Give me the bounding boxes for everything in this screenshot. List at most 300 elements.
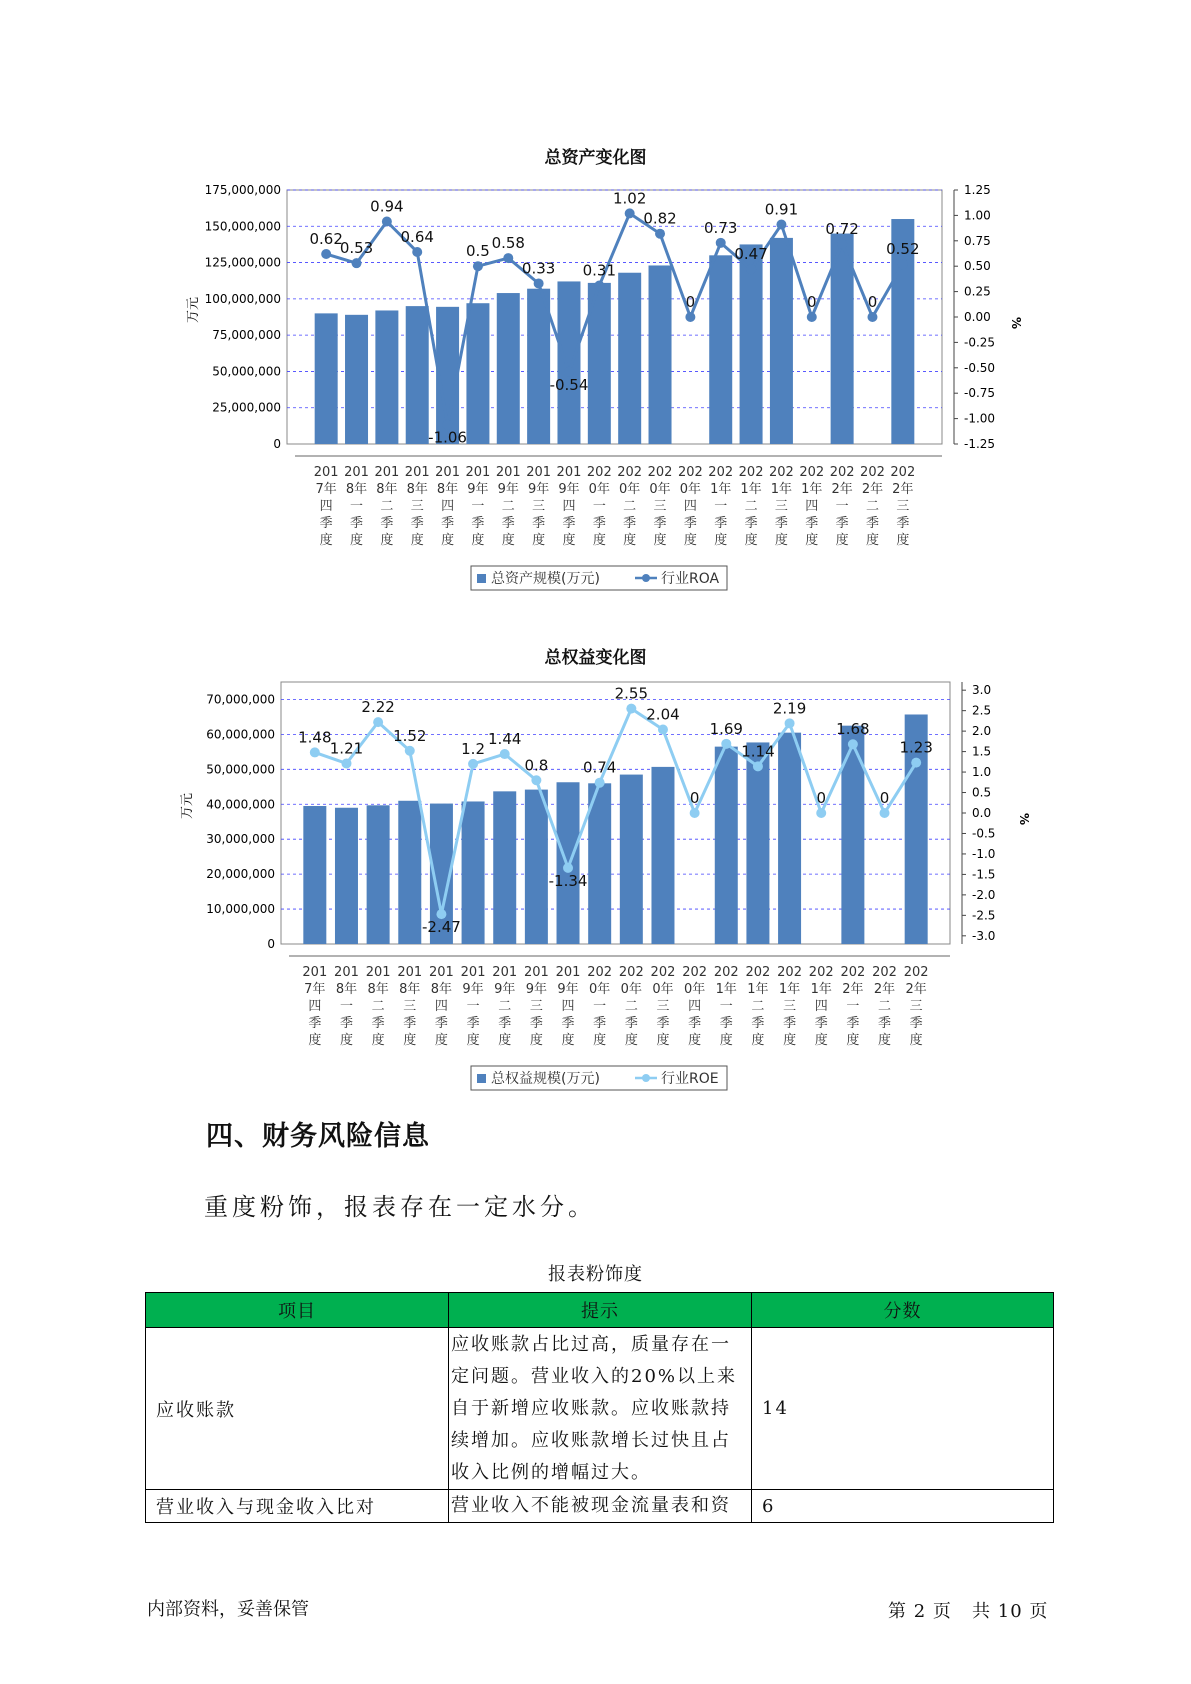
ratio-label: 0.47 bbox=[734, 245, 768, 264]
x-tick-label: 8年 bbox=[367, 982, 389, 997]
x-tick-label: 度 bbox=[751, 1033, 765, 1048]
ratio-label: 0.74 bbox=[582, 758, 617, 777]
bar bbox=[770, 238, 793, 444]
ratio-point bbox=[685, 312, 695, 322]
ratio-label: 1.52 bbox=[393, 726, 427, 745]
ratio-point bbox=[837, 239, 847, 249]
ratio-point bbox=[785, 718, 795, 728]
x-tick-label: 三 bbox=[783, 999, 797, 1014]
x-tick-label: 季 bbox=[498, 1016, 512, 1031]
legend-line-label: 行业ROA bbox=[661, 571, 720, 587]
ratio-label: 0.8 bbox=[524, 756, 549, 775]
ratio-point bbox=[321, 249, 331, 259]
ratio-point bbox=[468, 759, 478, 769]
x-tick-label: 202 bbox=[618, 965, 644, 980]
x-tick-label: 一 bbox=[466, 999, 480, 1014]
x-tick-label: 一 bbox=[592, 499, 606, 514]
x-tick-label: 1年 bbox=[801, 482, 823, 497]
ratio-point bbox=[658, 724, 668, 734]
ratio-label: 1.2 bbox=[461, 739, 486, 758]
x-tick-label: 三 bbox=[410, 499, 424, 514]
header-item: 项目 bbox=[146, 1293, 449, 1328]
x-tick-label: 度 bbox=[339, 1033, 353, 1048]
x-tick-label: 季 bbox=[814, 1016, 828, 1031]
ratio-point bbox=[503, 253, 513, 263]
x-tick-label: 202 bbox=[586, 465, 612, 480]
x-tick-label: 度 bbox=[896, 533, 910, 548]
x-tick-label: 202 bbox=[777, 965, 802, 980]
x-tick-label: 0年 bbox=[620, 982, 642, 997]
x-tick-label: 8年 bbox=[335, 982, 358, 997]
x-tick-label: 度 bbox=[319, 533, 333, 548]
x-tick-label: 三 bbox=[656, 999, 670, 1014]
ratio-point bbox=[473, 261, 483, 271]
ratio-point bbox=[341, 758, 351, 768]
x-tick-label: 三 bbox=[529, 999, 543, 1014]
ratio-label: 2.04 bbox=[646, 705, 680, 724]
x-tick-label: 度 bbox=[623, 533, 637, 548]
y2-tick-label: 1.25 bbox=[964, 183, 991, 197]
x-tick-label: 季 bbox=[774, 516, 788, 531]
x-tick-label: 202 bbox=[617, 465, 643, 480]
x-tick-label: 1年 bbox=[810, 982, 832, 997]
ratio-label: 0 bbox=[689, 789, 700, 807]
x-tick-label: 2年 bbox=[873, 982, 896, 997]
x-tick-label: 季 bbox=[714, 516, 728, 531]
x-tick-label: 8年 bbox=[376, 482, 398, 497]
x-tick-label: 9年 bbox=[557, 982, 579, 997]
x-tick-label: 9年 bbox=[525, 982, 548, 997]
y-tick-label: 25,000,000 bbox=[212, 400, 281, 415]
y2-axis-label: % bbox=[1009, 317, 1023, 330]
y-tick-label: 50,000,000 bbox=[206, 762, 275, 777]
ratio-label: 0.33 bbox=[521, 259, 556, 278]
ratio-label: 0 bbox=[879, 789, 890, 807]
bar bbox=[466, 303, 489, 444]
ratio-label: -2.47 bbox=[422, 918, 461, 937]
x-tick-label: 四 bbox=[688, 999, 702, 1014]
ratio-label: 0.91 bbox=[764, 200, 799, 219]
y2-tick-label: 2.5 bbox=[972, 703, 992, 718]
x-tick-label: 度 bbox=[846, 1033, 860, 1048]
y-tick-label: 100,000,000 bbox=[204, 291, 281, 306]
x-tick-label: 二 bbox=[878, 999, 892, 1014]
x-tick-label: 季 bbox=[380, 516, 394, 531]
bar bbox=[303, 806, 326, 944]
x-tick-label: 201 bbox=[556, 465, 582, 480]
ratio-point bbox=[352, 258, 362, 268]
x-tick-label: 202 bbox=[650, 965, 676, 980]
legend-bar-label: 总权益规模(万元) bbox=[491, 1071, 600, 1087]
x-tick-label: 202 bbox=[745, 965, 771, 980]
window-dressing-table bbox=[145, 1292, 1054, 1523]
bar bbox=[315, 313, 338, 444]
y-tick-label: 0 bbox=[267, 937, 275, 951]
x-tick-label: 2年 bbox=[831, 482, 853, 497]
ratio-label: 0 bbox=[816, 789, 826, 807]
x-tick-label: 201 bbox=[523, 965, 549, 980]
x-tick-label: 季 bbox=[623, 516, 637, 531]
x-tick-label: 1年 bbox=[740, 482, 762, 497]
ratio-label: 0.62 bbox=[309, 230, 343, 249]
ratio-point bbox=[776, 220, 786, 230]
ratio-label: 1.14 bbox=[741, 742, 775, 761]
x-tick-label: 2年 bbox=[842, 982, 864, 997]
ratio-label: 1.23 bbox=[899, 738, 933, 757]
x-tick-label: 季 bbox=[783, 1016, 797, 1031]
x-tick-label: 202 bbox=[587, 965, 613, 980]
ratio-point bbox=[880, 808, 890, 818]
x-tick-label: 季 bbox=[308, 1016, 322, 1031]
x-tick-label: 度 bbox=[683, 533, 697, 548]
x-tick-label: 度 bbox=[744, 533, 758, 548]
x-tick-label: 0年 bbox=[588, 482, 610, 497]
x-tick-label: 二 bbox=[623, 499, 637, 514]
legend-bar-swatch bbox=[477, 574, 486, 583]
bar bbox=[649, 265, 672, 444]
x-tick-label: 202 bbox=[903, 965, 929, 980]
x-tick-label: 度 bbox=[380, 533, 394, 548]
bar bbox=[367, 805, 390, 944]
x-tick-label: 1年 bbox=[778, 982, 801, 997]
x-tick-label: 度 bbox=[714, 533, 728, 548]
x-tick-label: 一 bbox=[714, 499, 728, 514]
x-tick-label: 9年 bbox=[527, 482, 550, 497]
x-tick-label: 季 bbox=[846, 1016, 860, 1031]
x-tick-label: 季 bbox=[403, 1016, 417, 1031]
y2-tick-label: 2.0 bbox=[972, 724, 992, 739]
ratio-label: 0.73 bbox=[704, 218, 738, 237]
y-axis-label: 万元 bbox=[186, 296, 201, 323]
ratio-label: 0.5 bbox=[465, 242, 490, 261]
x-tick-label: 度 bbox=[878, 1033, 892, 1048]
y2-tick-label: -0.5 bbox=[972, 826, 996, 841]
bar bbox=[709, 255, 732, 444]
x-tick-label: 四 bbox=[319, 499, 333, 514]
x-tick-label: 201 bbox=[302, 965, 328, 980]
y2-tick-label: -1.5 bbox=[972, 867, 996, 882]
ratio-label: 0.82 bbox=[643, 209, 677, 228]
ratio-label: 1.02 bbox=[612, 189, 647, 208]
x-tick-label: 季 bbox=[471, 516, 485, 531]
x-tick-label: 度 bbox=[350, 533, 364, 548]
legend-bar-swatch bbox=[477, 1074, 486, 1083]
bar bbox=[375, 310, 398, 444]
x-tick-label: 201 bbox=[495, 465, 521, 480]
x-tick-label: 季 bbox=[909, 1016, 923, 1031]
y2-tick-label: -2.0 bbox=[972, 887, 996, 902]
bar bbox=[525, 790, 548, 944]
y2-tick-label: -2.5 bbox=[972, 908, 996, 923]
x-tick-label: 度 bbox=[562, 533, 576, 548]
x-tick-label: 度 bbox=[471, 533, 485, 548]
x-tick-label: 二 bbox=[501, 499, 515, 514]
y-tick-label: 20,000,000 bbox=[206, 867, 275, 882]
x-tick-label: 202 bbox=[708, 465, 734, 480]
x-tick-label: 9年 bbox=[462, 982, 484, 997]
ratio-point bbox=[594, 281, 604, 291]
row-score: 6 bbox=[752, 1490, 1054, 1523]
x-tick-label: 一 bbox=[350, 499, 364, 514]
ratio-point bbox=[534, 278, 544, 288]
ratio-point bbox=[531, 775, 541, 785]
bar bbox=[740, 244, 763, 444]
x-tick-label: 9年 bbox=[497, 482, 519, 497]
x-tick-label: 201 bbox=[313, 465, 339, 480]
x-tick-label: 度 bbox=[403, 1033, 417, 1048]
x-tick-label: 三 bbox=[774, 499, 788, 514]
ratio-point bbox=[746, 264, 756, 274]
x-tick-label: 202 bbox=[677, 465, 703, 480]
x-tick-label: 度 bbox=[783, 1033, 797, 1048]
x-tick-label: 二 bbox=[498, 999, 512, 1014]
x-tick-label: 2年 bbox=[905, 982, 927, 997]
row-item: 营业收入与现金收入比对 bbox=[146, 1490, 449, 1523]
x-tick-label: 二 bbox=[624, 999, 638, 1014]
x-tick-label: 三 bbox=[532, 499, 546, 514]
x-tick-label: 度 bbox=[592, 533, 606, 548]
bar bbox=[345, 315, 368, 444]
y2-tick-label: -0.75 bbox=[964, 386, 996, 401]
x-tick-label: 季 bbox=[441, 516, 455, 531]
x-tick-label: 度 bbox=[466, 1033, 480, 1048]
ratio-label: 2.19 bbox=[772, 699, 807, 718]
x-tick-label: 一 bbox=[719, 999, 733, 1014]
y2-tick-label: 0.50 bbox=[964, 259, 991, 274]
x-tick-label: 201 bbox=[429, 965, 454, 980]
x-tick-label: 2年 bbox=[892, 482, 914, 497]
x-tick-label: 2年 bbox=[861, 482, 884, 497]
ratio-label: -0.54 bbox=[549, 375, 589, 394]
x-tick-label: 季 bbox=[371, 1016, 385, 1031]
x-tick-label: 202 bbox=[860, 465, 885, 480]
ratio-point bbox=[816, 808, 826, 818]
row-hint: 营业收入不能被现金流量表和资 bbox=[449, 1490, 752, 1523]
x-tick-label: 0年 bbox=[649, 482, 671, 497]
bar bbox=[715, 747, 738, 944]
x-tick-label: 季 bbox=[592, 516, 606, 531]
x-tick-label: 季 bbox=[624, 1016, 638, 1031]
x-tick-label: 一 bbox=[846, 999, 860, 1014]
legend-line-marker bbox=[642, 1074, 650, 1082]
x-tick-label: 二 bbox=[751, 999, 765, 1014]
x-tick-label: 0年 bbox=[652, 982, 674, 997]
x-tick-label: 8年 bbox=[436, 482, 459, 497]
x-tick-label: 7年 bbox=[315, 482, 337, 497]
y2-tick-label: 1.00 bbox=[964, 208, 991, 223]
x-tick-label: 度 bbox=[561, 1033, 575, 1048]
total-assets-chart bbox=[0, 180, 1191, 650]
x-tick-label: 三 bbox=[653, 499, 667, 514]
table-row bbox=[146, 1490, 1054, 1523]
x-tick-label: 度 bbox=[814, 1033, 828, 1048]
x-tick-label: 季 bbox=[501, 516, 515, 531]
x-tick-label: 季 bbox=[896, 516, 910, 531]
x-tick-label: 201 bbox=[344, 465, 369, 480]
x-tick-label: 季 bbox=[561, 1016, 575, 1031]
y2-tick-label: 0.75 bbox=[964, 233, 991, 248]
x-tick-label: 度 bbox=[532, 533, 546, 548]
ratio-point bbox=[716, 238, 726, 248]
table-header-row bbox=[146, 1293, 1054, 1328]
x-tick-label: 季 bbox=[805, 516, 819, 531]
x-tick-label: 8年 bbox=[399, 982, 421, 997]
ratio-label: 0.58 bbox=[491, 234, 525, 253]
bar bbox=[493, 791, 516, 944]
ratio-label: 0.72 bbox=[825, 219, 859, 238]
x-tick-label: 二 bbox=[865, 499, 879, 514]
total-equity-chart bbox=[0, 680, 1191, 1120]
x-tick-label: 四 bbox=[308, 999, 322, 1014]
x-tick-label: 201 bbox=[492, 965, 518, 980]
x-tick-label: 四 bbox=[434, 999, 448, 1014]
x-tick-label: 1年 bbox=[770, 482, 793, 497]
y2-tick-label: -1.00 bbox=[964, 411, 996, 426]
y2-tick-label: 0.25 bbox=[964, 284, 991, 299]
y-tick-label: 150,000,000 bbox=[204, 219, 281, 234]
x-tick-label: 季 bbox=[529, 1016, 543, 1031]
x-tick-label: 201 bbox=[460, 965, 486, 980]
y2-axis-label: % bbox=[1017, 813, 1031, 826]
x-tick-label: 季 bbox=[410, 516, 424, 531]
x-tick-label: 201 bbox=[374, 465, 400, 480]
ratio-point bbox=[721, 739, 731, 749]
ratio-label: 1.68 bbox=[836, 720, 870, 739]
footer-confidential: 内部资料，妥善保管 bbox=[147, 1599, 309, 1620]
x-tick-label: 三 bbox=[896, 499, 910, 514]
x-tick-label: 度 bbox=[371, 1033, 385, 1048]
header-hint: 提示 bbox=[449, 1293, 752, 1328]
x-tick-label: 一 bbox=[339, 999, 353, 1014]
ratio-point bbox=[867, 312, 877, 322]
x-tick-label: 三 bbox=[909, 999, 923, 1014]
ratio-label: -1.06 bbox=[428, 428, 467, 447]
x-tick-label: 四 bbox=[814, 999, 828, 1014]
legend-line-marker bbox=[642, 574, 650, 582]
y2-tick-label: -0.50 bbox=[964, 360, 996, 375]
x-tick-label: 度 bbox=[774, 533, 788, 548]
x-tick-label: 度 bbox=[529, 1033, 543, 1048]
y2-tick-label: -1.0 bbox=[972, 846, 996, 861]
x-tick-label: 季 bbox=[593, 1016, 607, 1031]
x-tick-label: 季 bbox=[562, 516, 576, 531]
x-tick-label: 202 bbox=[808, 965, 834, 980]
x-tick-label: 8年 bbox=[406, 482, 428, 497]
x-tick-label: 度 bbox=[434, 1033, 448, 1048]
ratio-label: 0 bbox=[685, 293, 696, 311]
x-tick-label: 9年 bbox=[494, 982, 516, 997]
ratio-label: 1.21 bbox=[329, 739, 364, 758]
bar bbox=[778, 733, 801, 944]
footer-page-number: 第 2 页 共 10 页 bbox=[888, 1601, 1049, 1622]
x-tick-label: 201 bbox=[365, 965, 391, 980]
x-tick-label: 201 bbox=[526, 465, 552, 480]
ratio-point bbox=[310, 747, 320, 757]
table-caption: 报表粉饰度 bbox=[548, 1264, 643, 1285]
x-tick-label: 7年 bbox=[304, 982, 326, 997]
y2-tick-label: 1.0 bbox=[972, 765, 992, 780]
section-heading: 四、财务风险信息 bbox=[206, 1121, 430, 1152]
ratio-label: 2.22 bbox=[361, 698, 395, 717]
y2-tick-label: -0.25 bbox=[964, 335, 996, 350]
x-tick-label: 201 bbox=[404, 465, 430, 480]
ratio-point bbox=[405, 746, 415, 756]
y-tick-label: 0 bbox=[273, 437, 281, 451]
table-row bbox=[146, 1328, 1054, 1490]
x-tick-label: 四 bbox=[441, 499, 455, 514]
y-tick-label: 175,000,000 bbox=[204, 183, 281, 197]
x-tick-label: 度 bbox=[719, 1033, 733, 1048]
legend-bar-label: 总资产规模(万元) bbox=[491, 571, 600, 587]
ratio-point bbox=[807, 312, 817, 322]
y-tick-label: 125,000,000 bbox=[204, 255, 281, 270]
x-tick-label: 9年 bbox=[467, 482, 489, 497]
bar bbox=[618, 273, 641, 444]
x-tick-label: 8年 bbox=[430, 982, 453, 997]
x-tick-label: 季 bbox=[719, 1016, 733, 1031]
x-tick-label: 季 bbox=[339, 1016, 353, 1031]
row-hint: 应收账款占比过高，质量存在一定问题。营业收入的20%以上来自于新增应收账款。应收账款持续增加。应收账款增长过快且占收入比例的增幅过大。 bbox=[449, 1328, 752, 1490]
row-item: 应收账款 bbox=[146, 1328, 449, 1490]
x-tick-label: 0年 bbox=[589, 982, 611, 997]
x-tick-label: 202 bbox=[738, 465, 764, 480]
x-tick-label: 季 bbox=[532, 516, 546, 531]
x-tick-label: 四 bbox=[805, 499, 819, 514]
x-tick-label: 季 bbox=[653, 516, 667, 531]
y-tick-label: 70,000,000 bbox=[206, 692, 275, 707]
x-tick-label: 0年 bbox=[619, 482, 641, 497]
x-tick-label: 四 bbox=[562, 499, 576, 514]
x-tick-label: 一 bbox=[471, 499, 485, 514]
x-tick-label: 1年 bbox=[710, 482, 732, 497]
ratio-label: -1.34 bbox=[548, 871, 588, 890]
x-tick-label: 1年 bbox=[747, 982, 769, 997]
x-tick-label: 202 bbox=[872, 965, 897, 980]
ratio-point bbox=[753, 761, 763, 771]
bar bbox=[557, 281, 580, 444]
x-tick-label: 1年 bbox=[715, 982, 737, 997]
chart-title-equity: 总权益变化图 bbox=[544, 648, 647, 668]
bar bbox=[527, 289, 550, 444]
x-tick-label: 202 bbox=[799, 465, 825, 480]
ratio-label: 1.69 bbox=[709, 719, 743, 738]
chart-title-assets: 总资产变化图 bbox=[544, 148, 647, 168]
y-tick-label: 60,000,000 bbox=[206, 727, 275, 742]
x-tick-label: 季 bbox=[751, 1016, 765, 1031]
x-tick-label: 度 bbox=[410, 533, 424, 548]
bar bbox=[335, 808, 358, 944]
ratio-point bbox=[898, 259, 908, 269]
x-tick-label: 一 bbox=[593, 999, 607, 1014]
x-tick-label: 二 bbox=[380, 499, 394, 514]
y-axis-label: 万元 bbox=[180, 792, 195, 819]
x-tick-label: 季 bbox=[744, 516, 758, 531]
y2-tick-label: -1.25 bbox=[964, 437, 996, 451]
x-tick-label: 202 bbox=[769, 465, 794, 480]
x-tick-label: 度 bbox=[593, 1033, 607, 1048]
x-tick-label: 度 bbox=[498, 1033, 512, 1048]
ratio-point bbox=[500, 749, 510, 759]
x-tick-label: 9年 bbox=[558, 482, 580, 497]
bar bbox=[406, 306, 429, 444]
y-tick-label: 40,000,000 bbox=[206, 797, 275, 812]
y2-tick-label: -3.0 bbox=[972, 928, 996, 943]
ratio-label: 0.64 bbox=[400, 227, 434, 246]
x-tick-label: 202 bbox=[647, 465, 673, 480]
x-tick-label: 四 bbox=[561, 999, 575, 1014]
bar bbox=[651, 767, 674, 944]
x-tick-label: 度 bbox=[865, 533, 879, 548]
